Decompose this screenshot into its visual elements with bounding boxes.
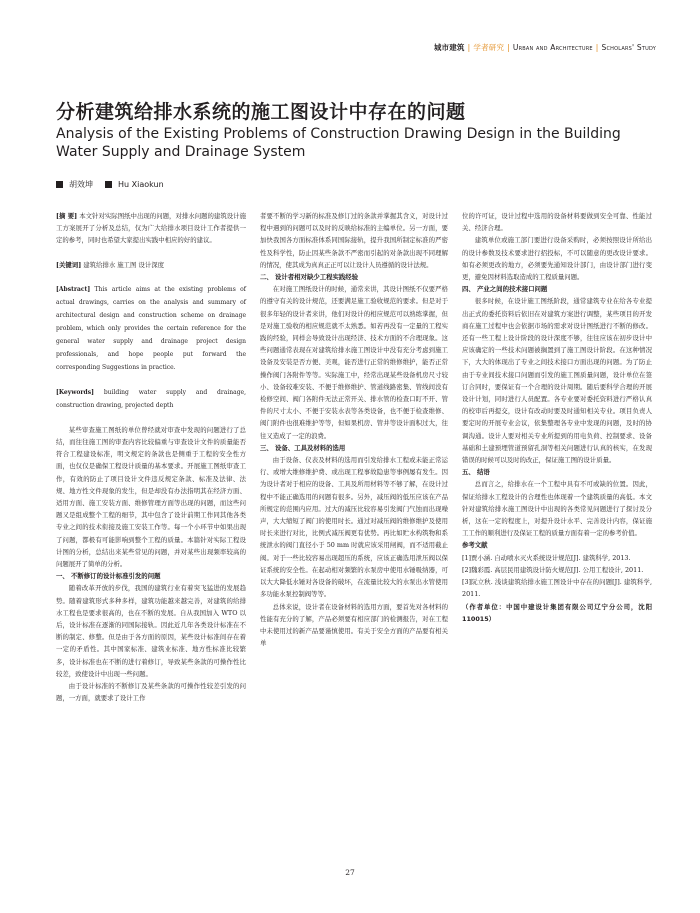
body-paragraph: 建筑单位或施工部门要进行设备采购时，必须按照设计所给出的设计参数及技术要求进行招投标，不可以随意的更改设计要求。如有必须更改的地方，必须要先通知设计部门，由设计部门进行变更，避免因材料选取造成的工程质量问题。 bbox=[462, 236, 652, 282]
article-title-en: Analysis of the Existing Problems of Construction Drawing Design in the Building Water Supply and Drainage System bbox=[56, 126, 621, 160]
author-name-cn: 胡效坤 bbox=[69, 180, 93, 189]
reference-item: [3]阮立秋. 浅谈建筑给排水施工图设计中存在的问题[J]. 建筑科学, 2011. bbox=[462, 578, 652, 599]
running-header bbox=[434, 42, 656, 53]
abstract-cn bbox=[56, 210, 246, 247]
abstract-en bbox=[56, 283, 246, 374]
body-paragraph: 在对施工图纸设计的时候，通常来讲，其设计图纸不仅要严格的遵守有关的设计规范，还要满足施工验收规范的要求。但是对于很多年轻的设计者来讲，他们对设计的相应规范可以熟练掌握，但是对施工验收的相应规范就不太熟悉。如若再没有一定量的工程实践的经验，同样会导致设计出现经济、技术方面的不合理现象。这些问题通常表现在对建筑给排水施工图设计中没有充分考虑到施工设备及安装是否方便、美观，能否进行正常的维修维护，能否正常操作阀门各附件等等。实际施工中，经常出现某些设备机房尺寸较小、设备较难安装、不便于维修维护、管道线路密集、管线间没有检修空间、阀门各附件无法正常开关、排水管的检查口盯不开、管件的尺寸太小、不便于安装水表等各类设备，也不便于检查维修、阀门附件也很难维护等等，但如果机房、管井等设计面积过大，往往又造成了一定的浪费。 bbox=[260, 285, 448, 440]
references-heading: 参考文献 bbox=[462, 541, 488, 550]
author-name-en: Hu Xiaokun bbox=[118, 180, 164, 189]
body-paragraph: 由于设计标准的不断修订及某些条款的可操作性较差引发的问题，一方面，就要求了设计工作 bbox=[56, 682, 246, 703]
author-affiliation: （作者单位：中国中建设计集团有限公司辽宁分公司，沈阳 110015） bbox=[462, 602, 652, 623]
square-bullet-icon bbox=[56, 181, 63, 188]
reference-item: [2]魏彩霞. 高层民用建筑设计防火规范[J]. 公用工程设计, 2011. bbox=[462, 565, 644, 574]
journal-name-en: Urban and Architecture bbox=[512, 43, 593, 52]
body-paragraph: 随着改革开放的步伐，我国的建筑行业有着突飞猛进的发展趋势。随着建筑形式多种多样，建筑功能越来越完善，对建筑的给排水工程也是要求很高的，也在不断的发展。自从我国加入 WTO 以后，设计标准在逐渐的同国际接轨。因此近几年各类设计标准在不断的制定、修整。但是由于各方面的原因，某些设计标准间存在着一定的矛盾性。其中国家标准、建筑业标准、地方性标准比较繁多，设计标准也在不断的进行着修订，导致某些条款的可操作性比较差，致使设计中出现一些问题。 bbox=[56, 584, 246, 678]
keywords-en-text: building water supply and drainage, construction drawing, projected depth bbox=[56, 388, 246, 409]
body-paragraph: 者要不断的学习新的标准及修订过的条款并掌握其含义，对设计过程中遇到的问题可以及时的反映给标准的主编单位。另一方面，要加快我国各方面标准体系同国际接轨，提升我国所制定标准的严密性及科学性，防止因某些条款不严密而引起的对条款出现不同理解的情况，使其成为真真正正可以让设计人员遵循的设计法规。 bbox=[260, 212, 448, 269]
section-heading-4: 四、 产业之间的技术接口问题 bbox=[462, 285, 548, 294]
abstract-en-text: This article aims at the existing problems of actual drawings, carries on the analysis and summary of architectural design and construction scheme on drainage problem, which only provides the certain reference for the general water supply and drainage project design professionals, and hope people put forward the corresponding Suggestions in practice. bbox=[56, 285, 246, 371]
article-title-cn: 分析建筑给排水系统的施工图设计中存在的问题 bbox=[56, 101, 466, 123]
section-heading-1: 一、 不断修订的设计标准引发的问题 bbox=[56, 572, 161, 581]
section-heading-2: 二、 设计者相对缺少工程实践经验 bbox=[260, 273, 359, 282]
header-separator: | bbox=[595, 43, 599, 52]
section-name-en: Scholars' Study bbox=[601, 43, 656, 52]
abstract-en-label: [Abstract] bbox=[56, 285, 91, 293]
body-paragraph: 很多时候，在设计施工图纸阶段，通常建筑专业在给各专业提出正式的委托资料后依旧在对建筑方案进行调整，某些项目的开发商在施工过程中也会依据市场的需求对设计图纸进行不断的修改。还有一些工程上设计阶段的设计深度不够，往往应该在初步设计中应该确定的一些技术问题被搁置到了施工图设计阶段。在这种情况下，大大的体现出了专业之间技术接口方面出现的问题。为了防止由于专业间技术接口问题而引发的施工图质量问题，设计单位在签订合同时，要保证有一个合理的设计周期。随后要科学合理的开展设计计划，同时进行人员配置。各专业要对委托资料进行严格认真的校审后再提交，设计有改动时要及时通知相关专业。项目负责人要定时的开展专业会议，依集整理各专业中发现的问题，及时的协调沟通。设计人要对相关专业所提到的用电负荷、控制要求、设备基础和土建预埋管道预留孔洞等相关问题进行认真的核实，在发现错误的时候可以及时的改正，保证施工图的设计质量。 bbox=[462, 297, 652, 465]
body-paragraph: 总而言之，给排水在一个工程中具有不可或缺的位置。因此，保证给排水工程设计的合理性也体现着一个建筑质量的高低。本文针对建筑给排水施工图设计中出现的各类常见问题进行了探讨及分析，这在一定的程度上，对提升设计水平、完善设计内容，保证施工工作的顺利进行及保证工程的质量方面有着一定的参考价值。 bbox=[462, 480, 652, 538]
body-paragraph: 位的许可证，设计过程中选用的设备材料要做到安全可靠、性能过关、经济合理。 bbox=[462, 212, 652, 233]
journal-name-cn: 城市建筑 bbox=[433, 43, 465, 52]
page-number: 27 bbox=[345, 868, 355, 877]
keywords-cn-label: [关键词] bbox=[56, 260, 82, 269]
header-separator: | bbox=[507, 43, 510, 52]
section-heading-3: 三、 设备、工具及材料的选用 bbox=[260, 443, 346, 452]
header-separator: | bbox=[467, 43, 471, 52]
keywords-en bbox=[56, 386, 246, 412]
abstract-cn-text: 本文针对实际图纸中出现的问题，对排水问题的建筑设计施工方案展开了分析及总结，仅为广大给排水项目设计工作者提供一定的参考，同时也希望大家提出实践中相应的好的建议。 bbox=[56, 212, 246, 245]
intro-paragraph: 某些审查施工图纸的单位曾经就对审查中发现的问题进行了总结，而往往施工图的审查内容比较偏重与审查设计文件的质量能否符合工程建设标准，明文规定的条款也是侧重于工程的安全性方面，也仅仅是确保工程设计质量的基本要求。开展施工图纸审查工作，有效的防止了项目设计文件违反规定条款、标准及法律、法规、地方性文件现象的发生，但是却没有办法指明其在经济方面、适用方面、施工安装方面、维修管理方面等出现的问题，而这些问题又是组成整个工程的细节，其中包含了设计前期工作同其他各类专业之间的技术衔接及施工安装工作等。每一个小环节中如果出现了问题，都极有可能影响到整个工程的质量。本篇针对实际工程设计图的分析，总结出来某些常见的问题，并对某些出现频率较高的问题展开了简单的分析。 bbox=[56, 425, 246, 569]
keywords-en-label: [Keywords] bbox=[56, 388, 94, 396]
abstract-cn-label: [摘 要] bbox=[56, 212, 78, 220]
reference-item: [1]贾小涵. 自动喷水灭火系统设计规范[J]. 建筑科学, 2013. bbox=[462, 553, 631, 562]
square-bullet-icon bbox=[105, 181, 112, 188]
column-3 bbox=[462, 210, 652, 625]
column-2 bbox=[260, 210, 448, 649]
author-line bbox=[56, 179, 164, 190]
body-paragraph: 由于设备、仪表及材料的选用而引发给排水工程或未能正常运行、或增大维修维护费、或出现工程事故隐患等事例屡有发生。因为设计者对于相应的设备、工具及所用材料等不够了解，在设计过程中不能正确选用的问题有很多。另外，减压阀的低压应该在产品所规定的范围内应用。过大的减压比较容易引发阀门气蚀而出现噪声，大大缩短了阀门的使用时长。通过对减压阀的维修维护及使用时长来进行对比，比例式减压阀更有优势。再比如贮水构筑物和系统泄水的阀门直径小于 50 mm 时就应该采用闸阀，而不适用截止阀。对于一些比较容易出现超压的系统，应该正确选用泄压阀以保证系统的安全性。在起动相对频繁的水泵房中使用水锤吸纳器，可以大大降低水锤对各设备的破坏，在流量比较大的水泵出水管使用多功能水泵控制阀等等。 bbox=[260, 456, 448, 599]
keywords-cn-text: 建筑给排水 施工图 设计深度 bbox=[83, 260, 165, 269]
section-name-cn: 学者研究 bbox=[473, 43, 505, 52]
column-1 bbox=[56, 210, 246, 704]
keywords-cn bbox=[56, 259, 246, 271]
section-heading-5: 五、 结语 bbox=[462, 468, 490, 477]
body-paragraph: 总体来说，设计者在设备材料的选用方面，要首先对各材料的性能有充分的了解，产品必须要有相应部门的检测报告，对在工程中未使用过的新产品要谨慎使用。有关于安全方面的产品要有相关单 bbox=[260, 602, 448, 648]
